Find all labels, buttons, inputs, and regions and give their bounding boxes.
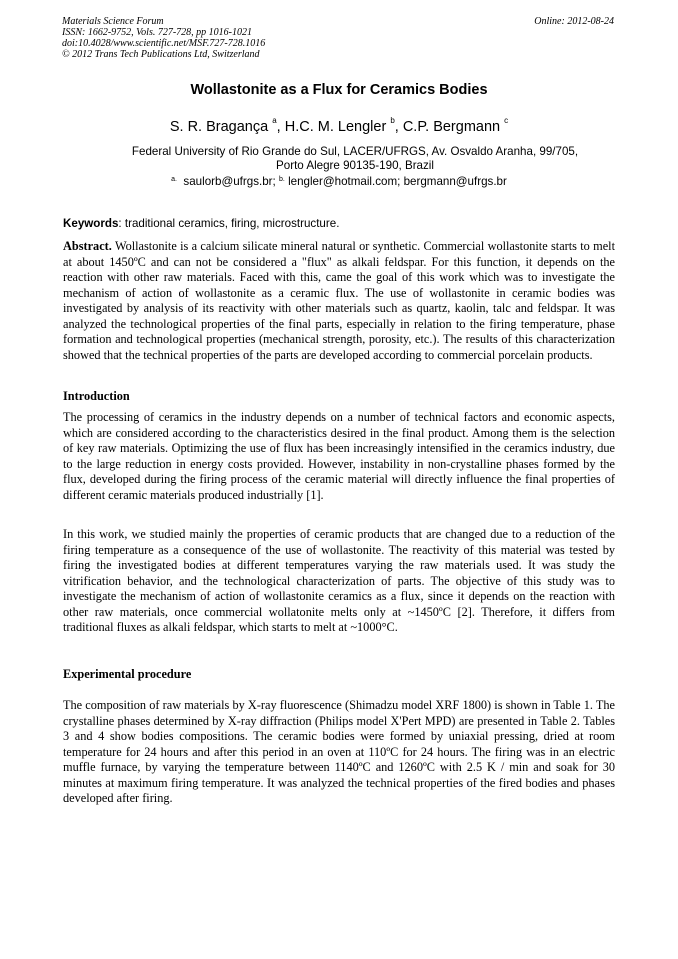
experimental-paragraph: The composition of raw materials by X-ray fluorescence (Shimadzu model XRF 1800) is shown in Table 1. The crystalline phases determined by X-ray diffraction (Philips model X'Pert MPD) are presented in Table 2. Tables 3 and 4 show bodies compositions. The ceramic bodies were formed by uniaxial pressing, dried at room temperature for 24 hours and after this period in an oven at 110ºC for 24 hours. The firing was in an electric muffle furnace, by varying the temperature between 1140ºC and 1260ºC with 2.5 K / min and soak for 30 minutes at maximum firing temperature. It was analyzed the technical properties of the fired bodies and phases developed after firing. [63,698,615,805]
abstract-text: Wollastonite is a calcium silicate mineral natural or synthetic. Commercial wollastonite starts to melt at about 1450ºC and can not be considered a "flux" as alkali feldspar. For this function, it depends on the reaction with other raw materials. Faced with this, came the goal of this work which was to investigate the mechanism of action of wollastonite as a ceramic flux. The use of wollastonite in ceramic bodies was investigated by analysis of its reactivity with other materials such as quartz, kaolin, talc and feldspar. It was analyzed the technological properties of the final parts, especially in relation to the firing temperature, phase formation and technological properties (mechanical strength, porosity, etc.). The results of this characterization showed that the technical properties of the parts are developed according to commercial porcelain products. [63,239,616,362]
author-name: C.P. Bergmann [402,119,501,135]
doi-line: doi:10.4028/www.scientific.net/MSF.727-728.1016 [62,38,266,49]
keywords-label: Keywords [63,217,119,230]
introduction-paragraph: In this work, we studied mainly the properties of ceramic products that are changed due to a reduction of the firing temperature as a consequence of the use of wollastonite. The reactivity of this material was tested by firing the investigated bodies at different temperatures varying the raw materials used. It was study the vitrification behavior, and the technological characterization of parts. The objective of this study was to investigate the mechanism of action of wollastonite ceramics as a flux, since it depends on the reaction with other raw materials, once commercial wollatonite melts only at ~1450ºC [2]. Therefore, it differs from traditional fluxes as alkali feldspar, which starts to melt at ~1000°C. [63,527,615,634]
author-name: H.C. M. Lengler [284,119,387,135]
affiliation-line: Porto Alegre 90135-190, Brazil [276,159,434,172]
email-link[interactable]: saulorb@ufrgs.br; [183,175,276,188]
email-mark: a. [171,176,177,183]
issn-line: ISSN: 1662-9752, Vols. 727-728, pp 1016-1021 [62,27,252,38]
copyright-line: © 2012 Trans Tech Publications Ltd, Switzerland [62,49,260,60]
email-link[interactable]: lengler@hotmail.com; bergmann@ufrgs.br [288,175,507,188]
abstract [63,239,615,363]
author-name: S. R. Bragança [169,119,269,135]
author-affiliation-mark: c [504,116,509,125]
section-heading-introduction: Introduction [63,389,130,403]
affiliation-line: Federal University of Rio Grande do Sul, LACER/UFRGS, Av. Osvaldo Aranha, 99/705, [131,145,579,158]
introduction-paragraph: The processing of ceramics in the industry depends on a number of technical factors and economic aspects, which are considered according to the characteristics desired in the final product. Among them is the selection of key raw materials. Optimizing the use of flux has been increasingly intensified in the ceramics industry, due to the large reduction in energy costs provided. However, instability in non-crystalline phases formed by the flux, developed during the firing process of the ceramic material will directly influence the final properties of different ceramic materials produced industrially [1]. [63,410,615,502]
journal-header [62,16,265,60]
email-mark: b. [278,176,285,183]
keywords [63,217,615,231]
paper-title: Wollastonite as a Flux for Ceramics Bodies [190,82,488,98]
online-date: Online: 2012-08-24 [534,16,614,27]
journal-name: Materials Science Forum [62,16,164,27]
section-heading-experimental: Experimental procedure [63,667,192,681]
email-list [0,173,678,189]
keywords-text: : traditional ceramics, firing, microstructure. [118,217,340,230]
author-affiliation-mark: b [390,116,395,125]
author-list: S. R. Bragança $^a$, H.C. M. Lengler $^b$, C.P. Bergmann $^c$ [169,116,509,135]
affiliation [0,145,678,173]
abstract-label: Abstract. [63,239,112,253]
author-affiliation-mark: a [272,116,277,125]
